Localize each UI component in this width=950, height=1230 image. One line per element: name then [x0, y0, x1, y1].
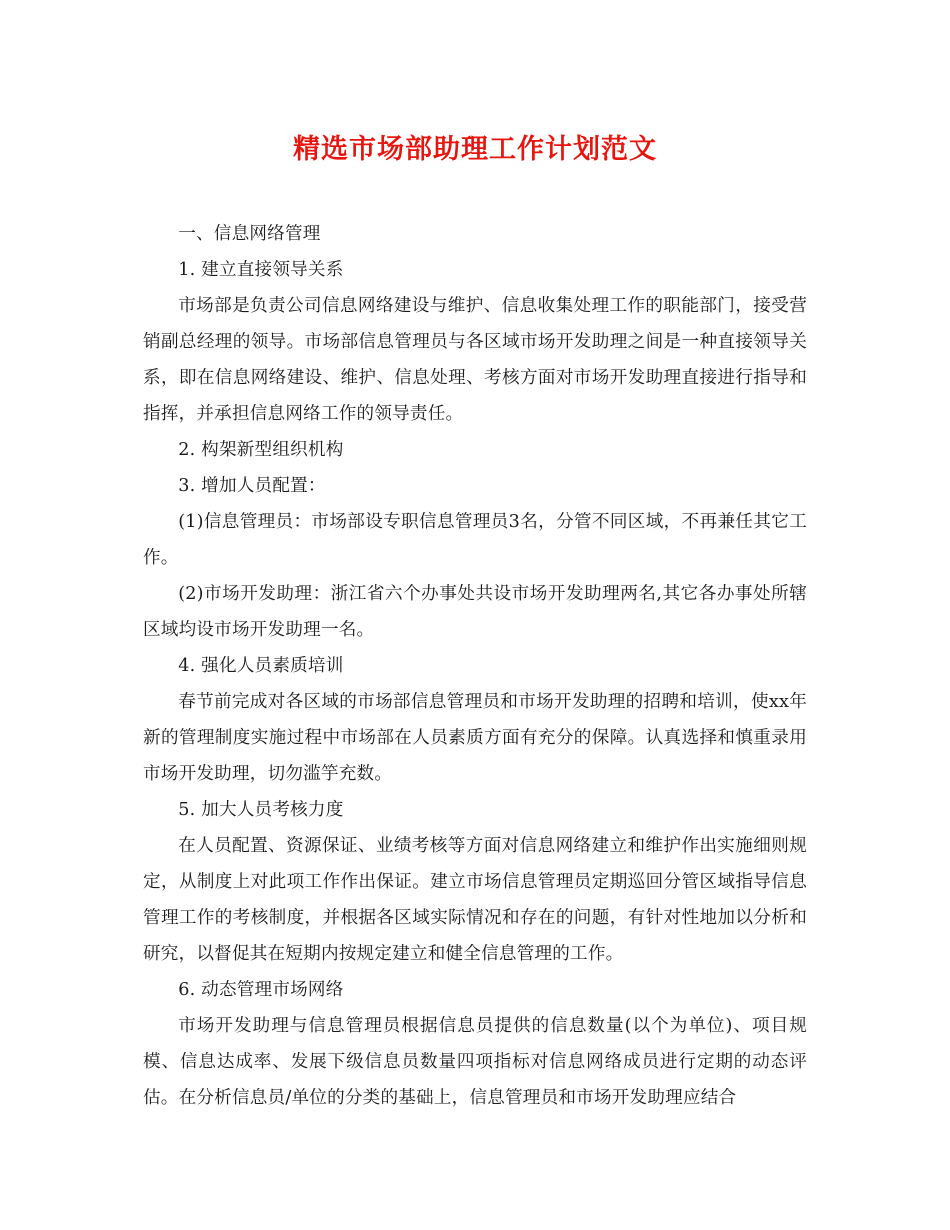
section-heading-info-network: 一、信息网络管理: [178, 224, 321, 244]
subheading-staffing: 3. 增加人员配置：: [178, 476, 326, 496]
body-paragraph-direct-leadership: 市场部是负责公司信息网络建设与维护、信息收集处理工作的职能部门，接受营销副总经理的领导。市场部信息管理员与各区域市场开发助理之间是一种直接领导关系，即在信息网络建设、维护、信息处理、考核方面对市场开发助理直接进行指导和指挥，并承担信息网络工作的领导责任。: [143, 296, 807, 424]
document-page: [143, 128, 807, 1116]
body-paragraph-assessment: 在人员配置、资源保证、业绩考核等方面对信息网络建立和维护作出实施细则规定，从制度上对此项工作作出保证。建立市场信息管理员定期巡回分管区域指导信息管理工作的考核制度，并根据各区域实际情况和存在的问题，有针对性地加以分析和研究，以督促其在短期内按规定建立和健全信息管理的工作。: [143, 836, 807, 964]
subheading-training: 4. 强化人员素质培训: [178, 656, 344, 676]
subheading-dynamic-management: 6. 动态管理市场网络: [178, 980, 344, 1000]
list-item-market-assistant: (2)市场开发助理：浙江省六个办事处共设市场开发助理两名,其它各办事处所辖区域均设市场开发助理一名。: [143, 584, 807, 640]
subheading-assessment: 5. 加大人员考核力度: [178, 800, 344, 820]
body-paragraph-dynamic-management: 市场开发助理与信息管理员根据信息员提供的信息数量(以个为单位)、项目规模、信息达成率、发展下级信息员数量四项指标对信息网络成员进行定期的动态评估。在分析信息员/单位的分类的基础上，信息管理员和市场开发助理应结合: [143, 1016, 807, 1108]
subheading-organization: 2. 构架新型组织机构: [178, 440, 344, 460]
document-title: 精选市场部助理工作计划范文: [293, 134, 657, 165]
subheading-direct-leadership: 1. 建立直接领导关系: [178, 260, 344, 280]
body-paragraph-training: 春节前完成对各区域的市场部信息管理员和市场开发助理的招聘和培训，使xx年新的管理制度实施过程中市场部在人员素质方面有充分的保障。认真选择和慎重录用市场开发助理，切勿滥竽充数。: [143, 692, 807, 784]
list-item-info-manager: (1)信息管理员：市场部设专职信息管理员3名，分管不同区域，不再兼任其它工作。: [143, 512, 807, 568]
